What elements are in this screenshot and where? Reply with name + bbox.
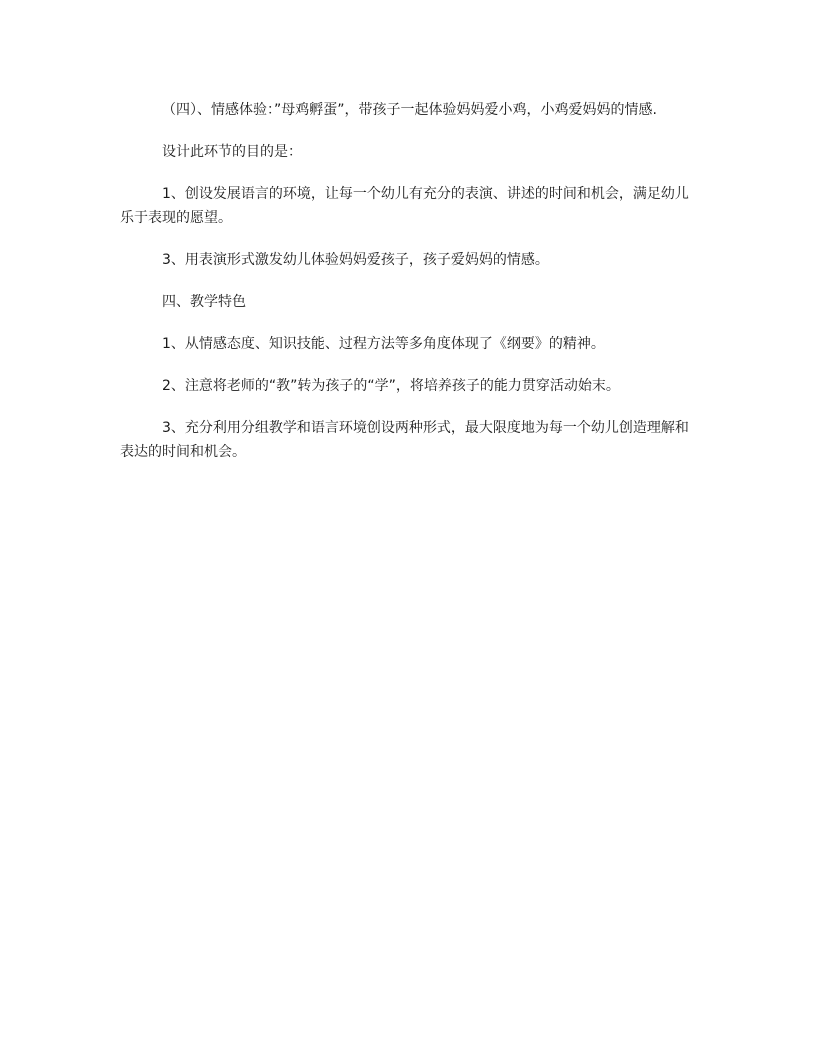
paragraph-feature-3: 3、充分利用分组教学和语言环境创设两种形式，最大限度地为每一个幼儿创造理解和表达的时间和机会。 bbox=[120, 420, 689, 460]
paragraph-feature-2: 2、注意将老师的“教”转为孩子的“学”，将培养孩子的能力贯穿活动始末。 bbox=[162, 378, 620, 394]
paragraph-feature-1: 1、从情感态度、知识技能、过程方法等多角度体现了《纲要》的精神。 bbox=[162, 336, 605, 352]
paragraph-emotional-experience: （四）、情感体验：”母鸡孵蛋”，带孩子一起体验妈妈爱小鸡，小鸡爱妈妈的情感. bbox=[162, 102, 657, 118]
paragraph-purpose-1: 1、创设发展语言的环境，让每一个幼儿有充分的表演、讲述的时间和机会，满足幼儿乐于表现的愿望。 bbox=[120, 186, 689, 226]
document-body bbox=[120, 98, 696, 482]
section-heading-teaching-features: 四、教学特色 bbox=[162, 294, 246, 310]
paragraph-purpose-3: 3、用表演形式激发幼儿体验妈妈爱孩子，孩子爱妈妈的情感。 bbox=[162, 252, 549, 268]
paragraph-design-purpose: 设计此环节的目的是： bbox=[162, 144, 302, 160]
